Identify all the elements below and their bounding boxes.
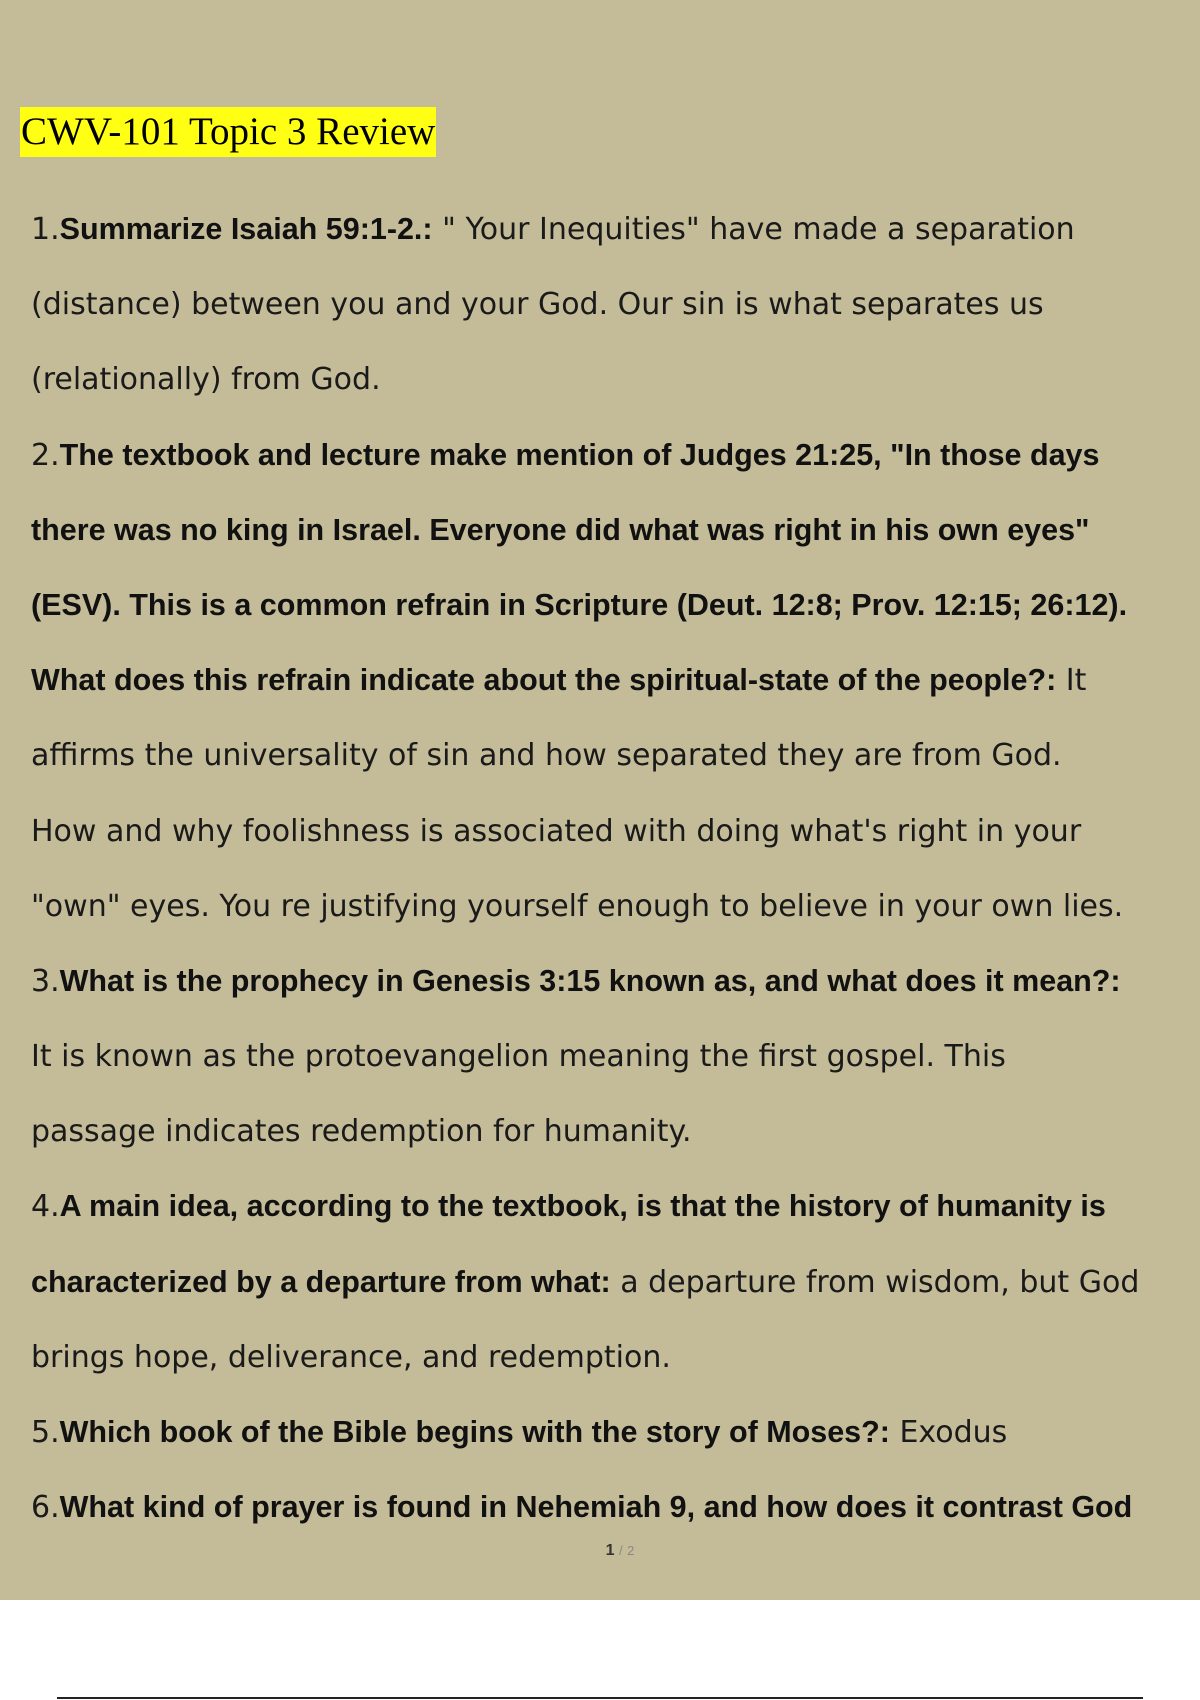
- text-line: [31, 1395, 1200, 1470]
- document-title: CWV-101 Topic 3 Review: [20, 107, 436, 157]
- question-text: characterized by a departure from what:: [31, 1264, 611, 1299]
- text-line: [31, 418, 1200, 493]
- question-text: What kind of prayer is found in Nehemiah 9, and how does it contrast God: [59, 1490, 1133, 1525]
- text-line: [31, 568, 1200, 643]
- question-text: The textbook and lecture make mention of Judges 21:25, "In those days: [59, 437, 1100, 472]
- answer-text: brings hope, deliverance, and redemption.: [31, 1339, 671, 1375]
- answer-text: It: [1056, 663, 1087, 699]
- text-line: [31, 493, 1200, 568]
- text-line: [31, 1320, 1200, 1395]
- text-line: [31, 342, 1200, 417]
- item-number: 2.: [31, 437, 60, 473]
- text-line: [31, 718, 1200, 793]
- answer-text: affirms the universality of sin and how separated they are from God.: [31, 738, 1062, 774]
- text-line: [31, 267, 1200, 342]
- question-text: (ESV). This is a common refrain in Scripture (Deut. 12:8; Prov. 12:15; 26:12).: [31, 587, 1128, 622]
- item-number: 1.: [31, 212, 60, 247]
- answer-text: (distance) between you and your God. Our sin is what separates us: [31, 287, 1044, 323]
- text-line: [31, 794, 1200, 869]
- text-line: [31, 1245, 1200, 1320]
- text-line: [31, 944, 1200, 1019]
- answer-text: It is known as the protoevangelion meaning the first gospel. This: [31, 1039, 1006, 1075]
- page-total: 2: [627, 1543, 635, 1558]
- item-number: 5.: [31, 1415, 60, 1450]
- question-text: What does this refrain indicate about the spiritual-state of the people?:: [31, 663, 1057, 698]
- item-number: 4.: [31, 1189, 60, 1225]
- page-separator: /: [619, 1543, 623, 1558]
- item-number: 6.: [31, 1490, 60, 1526]
- text-line: [31, 643, 1200, 718]
- text-line: [31, 1470, 1200, 1545]
- question-text: there was no king in Israel. Everyone did what was right in his own eyes": [31, 512, 1090, 547]
- text-line: [31, 1019, 1200, 1094]
- question-text: Summarize Isaiah 59:1-2.:: [59, 212, 433, 246]
- answer-text: "own" eyes. You re justifying yourself enough to believe in your own lies.: [31, 888, 1124, 924]
- answer-text: How and why foolishness is associated with doing what's right in your: [31, 813, 1082, 849]
- answer-text: a departure from wisdom, but God: [610, 1264, 1140, 1300]
- answer-text: passage indicates redemption for humanity.: [31, 1114, 692, 1150]
- answer-text: Exodus: [889, 1415, 1008, 1450]
- next-page-divider: [57, 1697, 1143, 1699]
- document-body: [31, 192, 1200, 1545]
- answer-text: " Your Inequities" have made a separation: [432, 212, 1075, 247]
- answer-text: (relationally) from God.: [31, 362, 381, 398]
- text-line: [31, 1094, 1200, 1169]
- text-line: [31, 869, 1200, 944]
- question-text: A main idea, according to the textbook, is that the history of humanity is: [59, 1189, 1106, 1224]
- text-line: [31, 1169, 1200, 1244]
- item-number: 3.: [31, 963, 60, 999]
- page-indicator: [0, 1542, 1200, 1560]
- question-text: Which book of the Bible begins with the story of Moses?:: [59, 1415, 890, 1449]
- text-line: [31, 192, 1200, 267]
- question-text: What is the prophecy in Genesis 3:15 known as, and what does it mean?:: [59, 963, 1121, 998]
- page-current: 1: [605, 1542, 615, 1559]
